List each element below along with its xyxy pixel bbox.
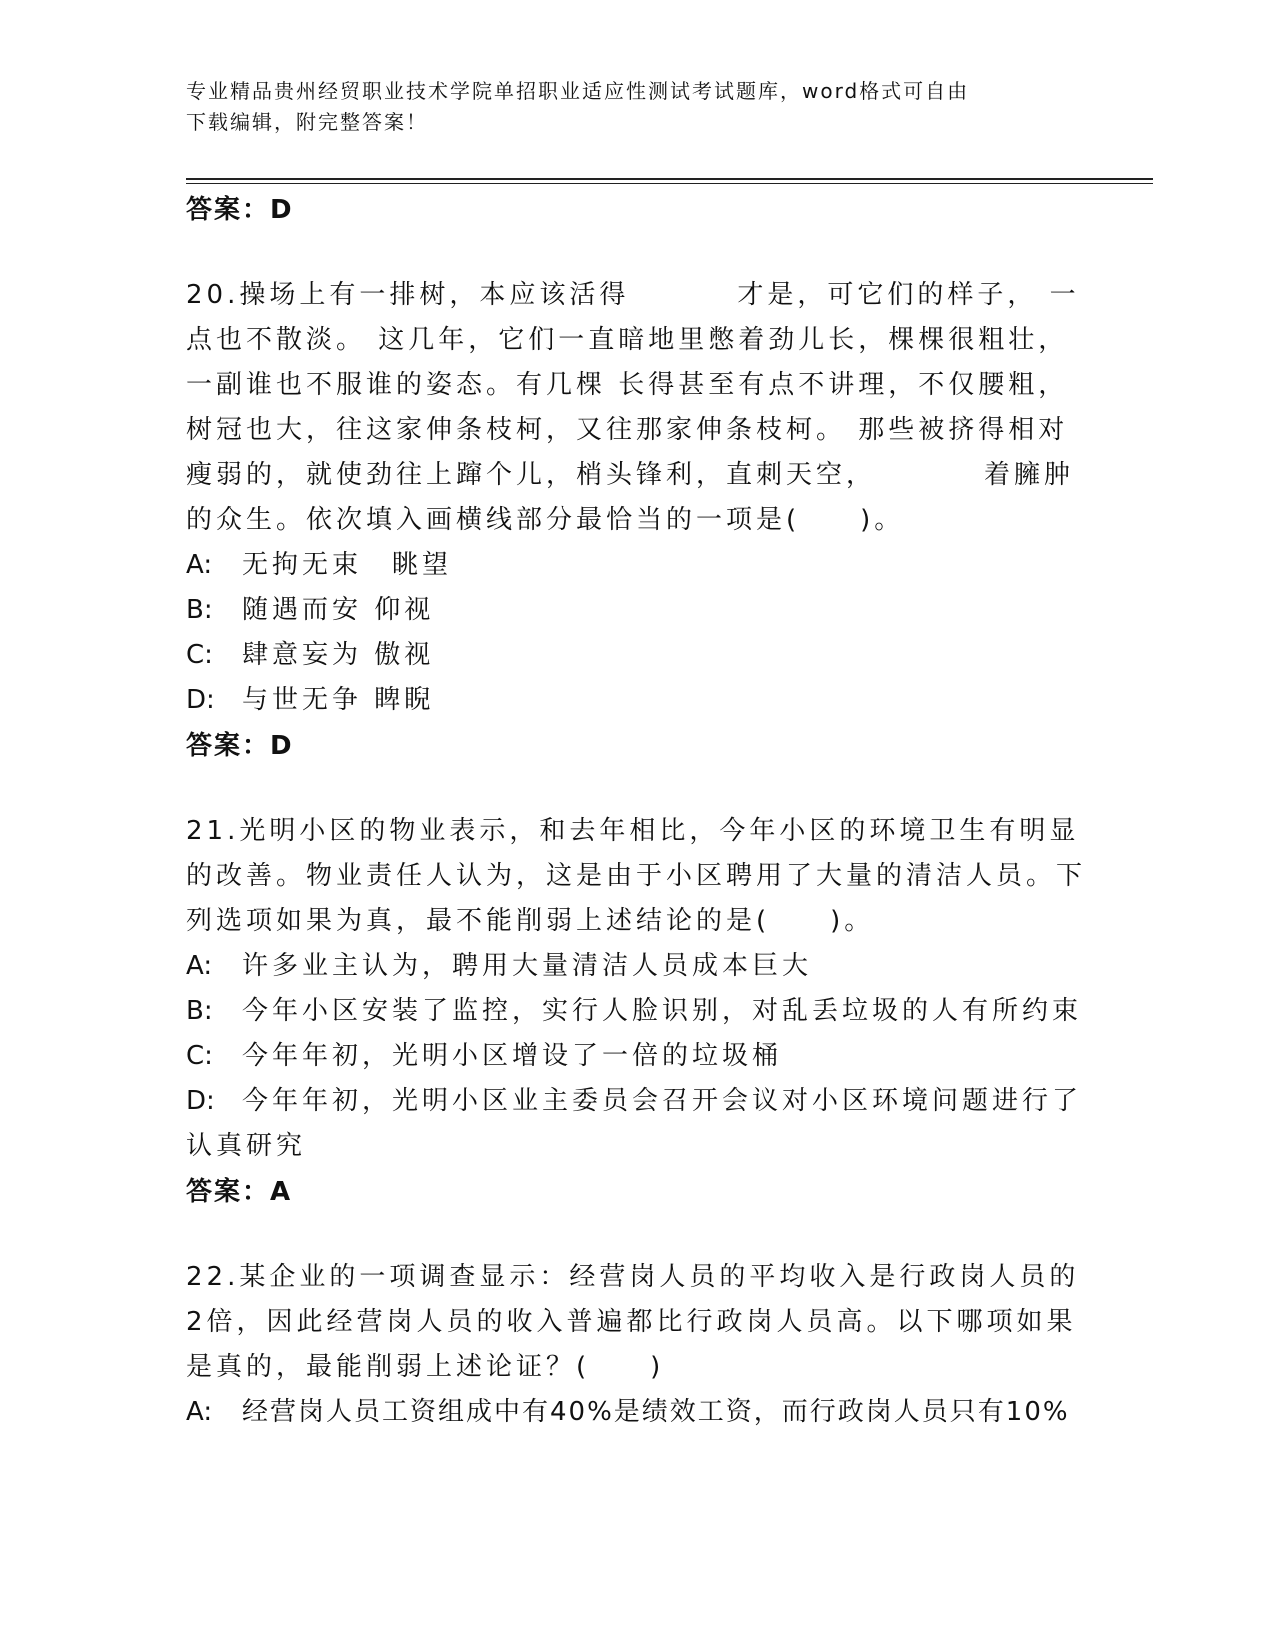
question-20-option-b [186, 588, 1086, 633]
question-21-option-c [186, 1034, 1086, 1079]
question-20-option-d [186, 678, 1086, 723]
option-label: B: [186, 595, 213, 625]
header-line-1: 专业精品贵州经贸职业技术学院单招职业适应性测试考试题库，word格式可自由 [186, 79, 970, 103]
question-20 [186, 273, 1086, 769]
option-text: 肆意妄为 傲视 [242, 640, 435, 670]
header-rule-thick [186, 178, 1153, 180]
option-text: 与世无争 睥睨 [242, 685, 435, 715]
question-22 [186, 1255, 1086, 1435]
option-label: A: [186, 550, 213, 580]
document-header [186, 76, 1086, 138]
question-content [186, 187, 1086, 1435]
option-label: A: [186, 951, 213, 981]
question-22-stem: 22.某企业的一项调查显示：经营岗人员的平均收入是行政岗人员的2倍，因此经营岗人员的收入普遍都比行政岗人员高。以下哪项如果是真的，最能削弱上述论证？( ) [186, 1262, 1080, 1382]
answer-19: 答案：D [186, 195, 294, 225]
option-text: 随遇而安 仰视 [242, 595, 435, 625]
answer-20: 答案：D [186, 731, 294, 761]
option-text: 无拘无束 眺望 [242, 550, 453, 580]
question-20-stem [186, 273, 1086, 543]
question-21 [186, 809, 1086, 1215]
option-label: D: [186, 685, 215, 715]
option-label: C: [186, 640, 213, 670]
question-20-stem-part-1: 20.操场上有一排树，本应该活得 [186, 280, 630, 310]
question-22-option-a [186, 1390, 1086, 1435]
option-text: 今年年初，光明小区增设了一倍的垃圾桶 [242, 1041, 783, 1071]
question-20-option-c [186, 633, 1086, 678]
header-line-2: 下载编辑，附完整答案！ [186, 110, 428, 134]
option-text: 许多业主认为，聘用大量清洁人员成本巨大 [242, 951, 813, 981]
question-21-option-a [186, 944, 1086, 989]
answer-21: 答案：A [186, 1177, 293, 1207]
question-21-option-d [186, 1079, 1086, 1169]
question-20-stem-part-2: 才是，可它们的样子， 一点也不散淡。 这几年，它们一直暗地里憋着劲儿长，棵棵很粗壮，一副谁也不服谁的姿态。有几棵 长得甚至有点不讲理，不仅腰粗，树冠也大，往这家伸条枝柯，又往那家伸条枝柯。 那些被挤得相对瘦弱的，就使劲往上蹿个儿，梢头锋利，直刺天空， [186, 280, 1080, 490]
question-20-stem-part-3: 着臃肿的众生。依次填入画横线部分最恰当的一项是( )。 [186, 460, 1075, 535]
option-text: 今年小区安装了监控，实行人脸识别，对乱丢垃圾的人有所约束 [242, 996, 1083, 1026]
option-label: B: [186, 996, 213, 1026]
option-text: 经营岗人员工资组成中有40%是绩效工资，而行政岗人员只有10% [242, 1397, 1070, 1427]
question-21-stem: 21.光明小区的物业表示，和去年相比，今年小区的环境卫生有明显的改善。物业责任人认为，这是由于小区聘用了大量的清洁人员。下列选项如果为真，最不能削弱上述结论的是( )。 [186, 816, 1087, 936]
option-text: 今年年初，光明小区业主委员会召开会议对小区环境问题进行了认真研究 [186, 1086, 1083, 1161]
option-label: A: [186, 1397, 213, 1427]
option-label: D: [186, 1086, 215, 1116]
option-label: C: [186, 1041, 213, 1071]
question-21-option-b [186, 989, 1086, 1034]
header-rule-thin [186, 183, 1153, 184]
question-20-option-a [186, 543, 1086, 588]
